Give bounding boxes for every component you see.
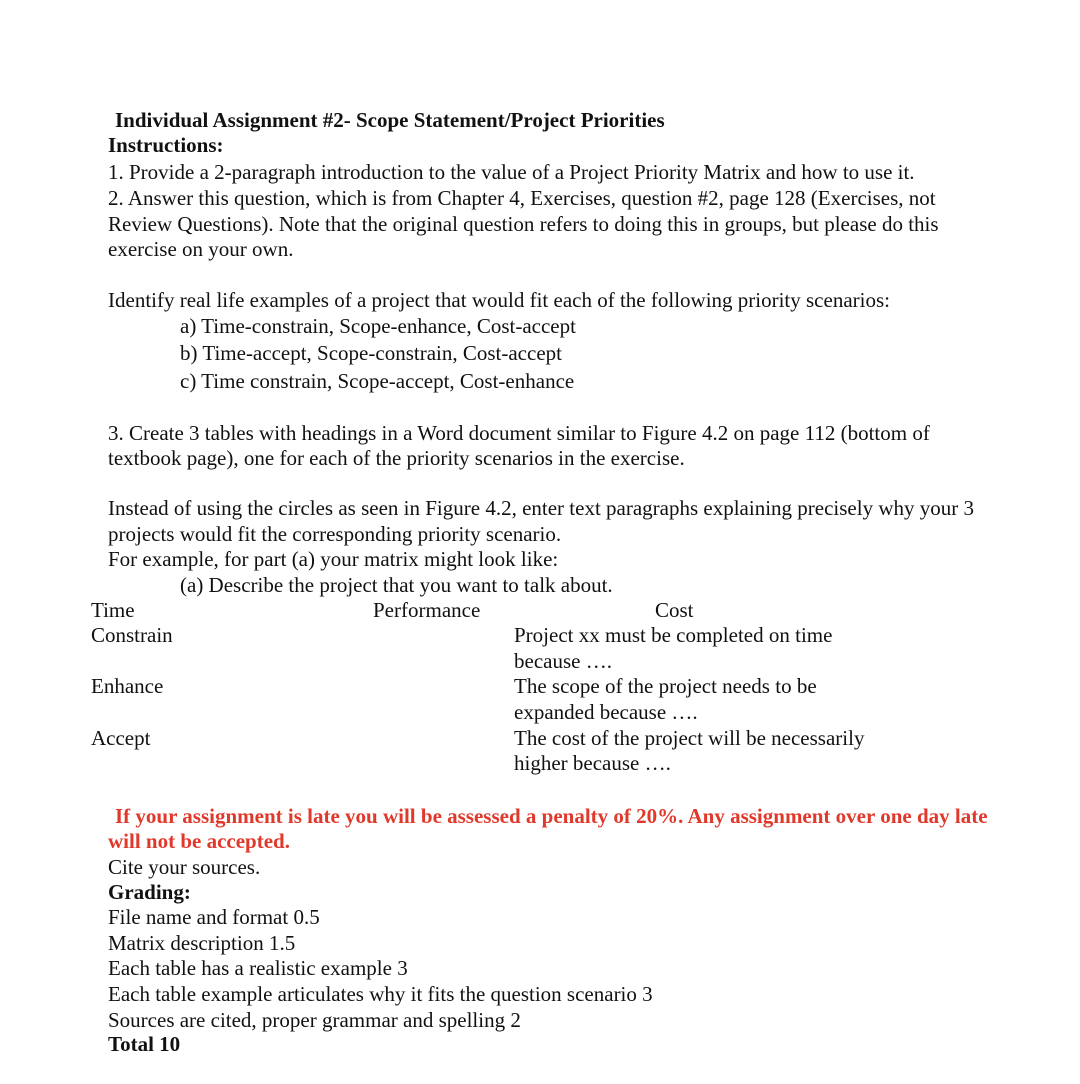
instruction-3-line: 3. Create 3 tables with headings in a Word document similar to Figure 4.2 on page 112 (bottom of <box>108 421 930 445</box>
late-penalty-warning: If your assignment is late you will be assessed a penalty of 20%. Any assignment over one day late <box>115 804 988 828</box>
instead-line: projects would fit the corresponding priority scenario. <box>108 522 562 546</box>
matrix-cell-text: The scope of the project needs to be <box>514 674 817 698</box>
scenario-b: b) Time-accept, Scope-constrain, Cost-accept <box>180 341 562 365</box>
matrix-row-label: Enhance <box>91 674 164 698</box>
matrix-cell-text: expanded because …. <box>514 700 698 724</box>
matrix-cell-text: The cost of the project will be necessarily <box>514 726 865 750</box>
instruction-1: 1. Provide a 2-paragraph introduction to the value of a Project Priority Matrix and how to use it. <box>108 160 915 184</box>
instructions-heading: Instructions: <box>108 133 224 157</box>
matrix-cell-text: Project xx must be completed on time <box>514 623 833 647</box>
instruction-2-line: exercise on your own. <box>108 237 294 261</box>
matrix-header-cost: Cost <box>655 598 694 622</box>
instead-line: Instead of using the circles as seen in Figure 4.2, enter text paragraphs explaining precisely why your 3 <box>108 496 974 520</box>
example-label: (a) Describe the project that you want to talk about. <box>180 573 613 597</box>
grading-item: File name and format 0.5 <box>108 905 320 929</box>
instruction-2-line: 2. Answer this question, which is from Chapter 4, Exercises, question #2, page 128 (Exercises, not <box>108 186 936 210</box>
grading-item: Each table example articulates why it fits the question scenario 3 <box>108 982 653 1006</box>
document-title: Individual Assignment #2- Scope Statement/Project Priorities <box>115 108 665 132</box>
instruction-2-line: Review Questions). Note that the original question refers to doing this in groups, but please do this <box>108 212 939 236</box>
matrix-cell-text: higher because …. <box>514 751 671 775</box>
matrix-header-time: Time <box>91 598 135 622</box>
scenario-a: a) Time-constrain, Scope-enhance, Cost-accept <box>180 314 576 338</box>
matrix-cell-text: because …. <box>514 649 612 673</box>
matrix-header-performance: Performance <box>373 598 481 622</box>
grading-item: Each table has a realistic example 3 <box>108 956 408 980</box>
cite-sources: Cite your sources. <box>108 855 261 879</box>
grading-item: Sources are cited, proper grammar and spelling 2 <box>108 1008 521 1032</box>
grading-total: Total 10 <box>108 1032 181 1056</box>
grading-heading: Grading: <box>108 880 191 904</box>
instead-line: For example, for part (a) your matrix might look like: <box>108 547 559 571</box>
matrix-row-label: Accept <box>91 726 151 750</box>
identify-prompt: Identify real life examples of a project that would fit each of the following priority scenarios: <box>108 288 890 312</box>
grading-item: Matrix description 1.5 <box>108 931 296 955</box>
instruction-3-line: textbook page), one for each of the priority scenarios in the exercise. <box>108 446 685 470</box>
matrix-row-label: Constrain <box>91 623 173 647</box>
late-penalty-warning: will not be accepted. <box>108 829 290 853</box>
scenario-c: c) Time constrain, Scope-accept, Cost-enhance <box>180 369 575 393</box>
